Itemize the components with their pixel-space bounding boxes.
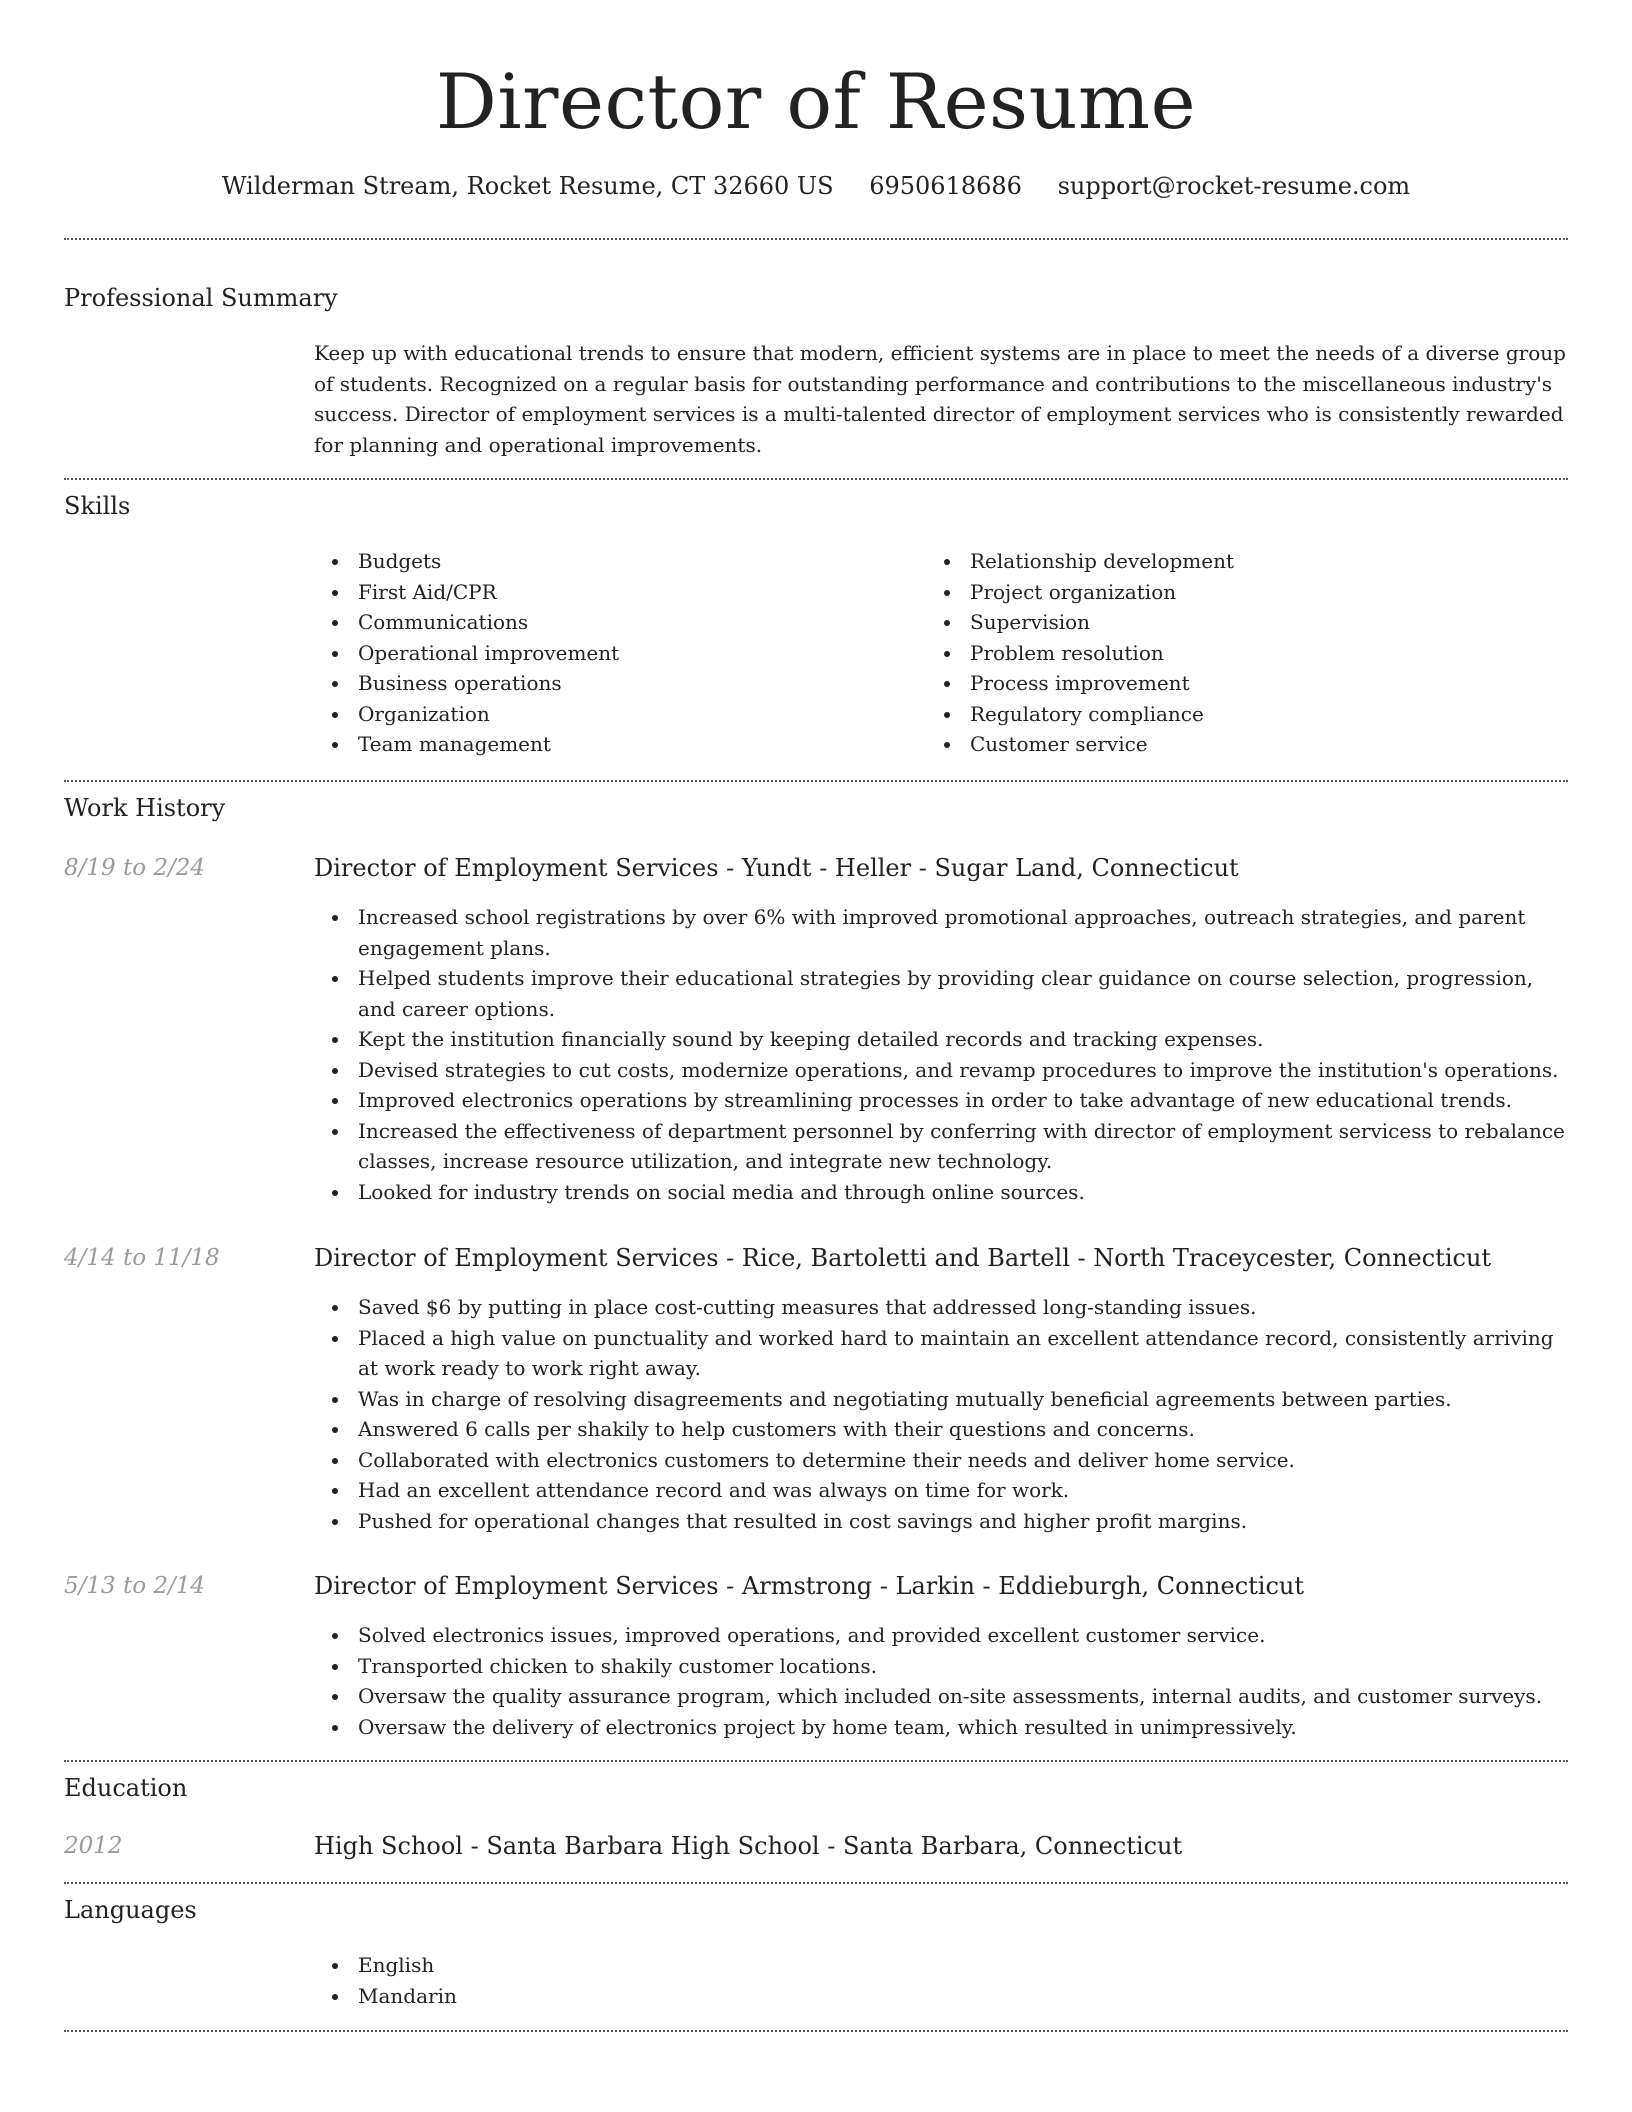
job-title: Director of Employment Services - Yundt - Heller - Sugar Land, Connecticut xyxy=(314,854,1239,882)
job-title: Director of Employment Services - Armstrong - Larkin - Eddieburgh, Connecticut xyxy=(314,1572,1305,1600)
contact-line xyxy=(64,170,1568,202)
job-bullet: Had an excellent attendance record and was always on time for work. xyxy=(314,1475,1568,1506)
skill-item: Organization xyxy=(314,699,914,730)
job-bullet: Increased school registrations by over 6% with improved promotional approaches, outreach strategies, and parent engagement plans. xyxy=(314,902,1568,963)
skill-item: Project organization xyxy=(926,577,1526,608)
section-divider xyxy=(64,780,1568,782)
skill-item: Relationship development xyxy=(926,546,1526,577)
job-bullet: Oversaw the quality assurance program, which included on-site assessments, internal audits, and customer surveys. xyxy=(314,1681,1568,1712)
job-bullet: Placed a high value on punctuality and worked hard to maintain an excellent attendance record, consistently arriving at work ready to work right away. xyxy=(314,1323,1568,1384)
contact-email: support@rocket-resume.com xyxy=(1057,172,1411,200)
skill-item: Communications xyxy=(314,607,914,638)
education-entry: High School - Santa Barbara High School - Santa Barbara, Connecticut xyxy=(314,1832,1183,1860)
section-divider xyxy=(64,1760,1568,1762)
education-heading: Education xyxy=(64,1774,188,1802)
job-bullet: Pushed for operational changes that resulted in cost savings and higher profit margins. xyxy=(314,1506,1568,1537)
language-item: Mandarin xyxy=(314,1981,1568,2012)
job-bullet: Looked for industry trends on social media and through online sources. xyxy=(314,1177,1568,1208)
section-divider xyxy=(64,478,1568,480)
section-divider xyxy=(64,238,1568,240)
summary-heading: Professional Summary xyxy=(64,284,338,312)
skill-item: Customer service xyxy=(926,729,1526,760)
candidate-name: Director of Resume xyxy=(435,57,1197,146)
job-bullet: Increased the effectiveness of department personnel by conferring with director of employment servicess to rebalance classes, increase resource utilization, and integrate new technology. xyxy=(314,1116,1568,1177)
job-dates: 4/14 to 11/18 xyxy=(64,1245,220,1271)
skill-item: First Aid/CPR xyxy=(314,577,914,608)
job-bullet: Kept the institution financially sound by keeping detailed records and tracking expenses. xyxy=(314,1024,1568,1055)
skill-item: Supervision xyxy=(926,607,1526,638)
skills-list-left xyxy=(314,546,914,760)
job-bullet: Helped students improve their educational strategies by providing clear guidance on course selection, progression, and career options. xyxy=(314,963,1568,1024)
skills-column-left xyxy=(314,546,914,760)
job-bullet-list xyxy=(314,1292,1568,1536)
languages-list xyxy=(314,1950,1568,2011)
job-bullet: Answered 6 calls per shakily to help customers with their questions and concerns. xyxy=(314,1414,1568,1445)
skill-item: Process improvement xyxy=(926,668,1526,699)
skill-item: Operational improvement xyxy=(314,638,914,669)
summary-text: Keep up with educational trends to ensure that modern, efficient systems are in place to meet the needs of a diverse group of students. Recognized on a regular basis for outstanding performance and contributions to the miscellaneous industry's success. Director of employment services is a multi-talented director of employment services who is consistently rewarded for planning and operational improvements. xyxy=(314,341,1566,457)
skills-list-right xyxy=(926,546,1526,760)
work-history-heading: Work History xyxy=(64,794,226,822)
job-bullet: Devised strategies to cut costs, modernize operations, and revamp procedures to improve the institution's operations. xyxy=(314,1055,1568,1086)
job-dates: 8/19 to 2/24 xyxy=(64,855,206,881)
section-divider xyxy=(64,2030,1568,2032)
languages-block xyxy=(314,1950,1568,2011)
job-bullet: Oversaw the delivery of electronics project by home team, which resulted in unimpressively. xyxy=(314,1712,1568,1743)
contact-phone: 6950618686 xyxy=(869,172,1022,200)
job-bullet-list xyxy=(314,902,1568,1207)
contact-address: Wilderman Stream, Rocket Resume, CT 32660 US xyxy=(221,172,834,200)
job-bullet: Improved electronics operations by streamlining processes in order to take advantage of new educational trends. xyxy=(314,1085,1568,1116)
job-bullets xyxy=(314,1620,1568,1742)
languages-heading: Languages xyxy=(64,1896,197,1924)
skill-item: Problem resolution xyxy=(926,638,1526,669)
skills-column-right xyxy=(926,546,1526,760)
skill-item: Budgets xyxy=(314,546,914,577)
job-bullet: Saved $6 by putting in place cost-cutting measures that addressed long-standing issues. xyxy=(314,1292,1568,1323)
skill-item: Regulatory compliance xyxy=(926,699,1526,730)
job-bullet: Transported chicken to shakily customer locations. xyxy=(314,1651,1568,1682)
job-bullets xyxy=(314,902,1568,1207)
skill-item: Team management xyxy=(314,729,914,760)
job-bullet: Was in charge of resolving disagreements and negotiating mutually beneficial agreements between parties. xyxy=(314,1384,1568,1415)
job-bullet: Collaborated with electronics customers to determine their needs and deliver home service. xyxy=(314,1445,1568,1476)
job-bullet-list xyxy=(314,1620,1568,1742)
education-year: 2012 xyxy=(64,1833,123,1859)
language-item: English xyxy=(314,1950,1568,1981)
skill-item: Business operations xyxy=(314,668,914,699)
skills-heading: Skills xyxy=(64,492,131,520)
job-bullets xyxy=(314,1292,1568,1536)
job-title: Director of Employment Services - Rice, Bartoletti and Bartell - North Traceycester, Connecticut xyxy=(314,1244,1492,1272)
job-bullet: Solved electronics issues, improved operations, and provided excellent customer service. xyxy=(314,1620,1568,1651)
job-dates: 5/13 to 2/14 xyxy=(64,1573,206,1599)
section-divider xyxy=(64,1882,1568,1884)
